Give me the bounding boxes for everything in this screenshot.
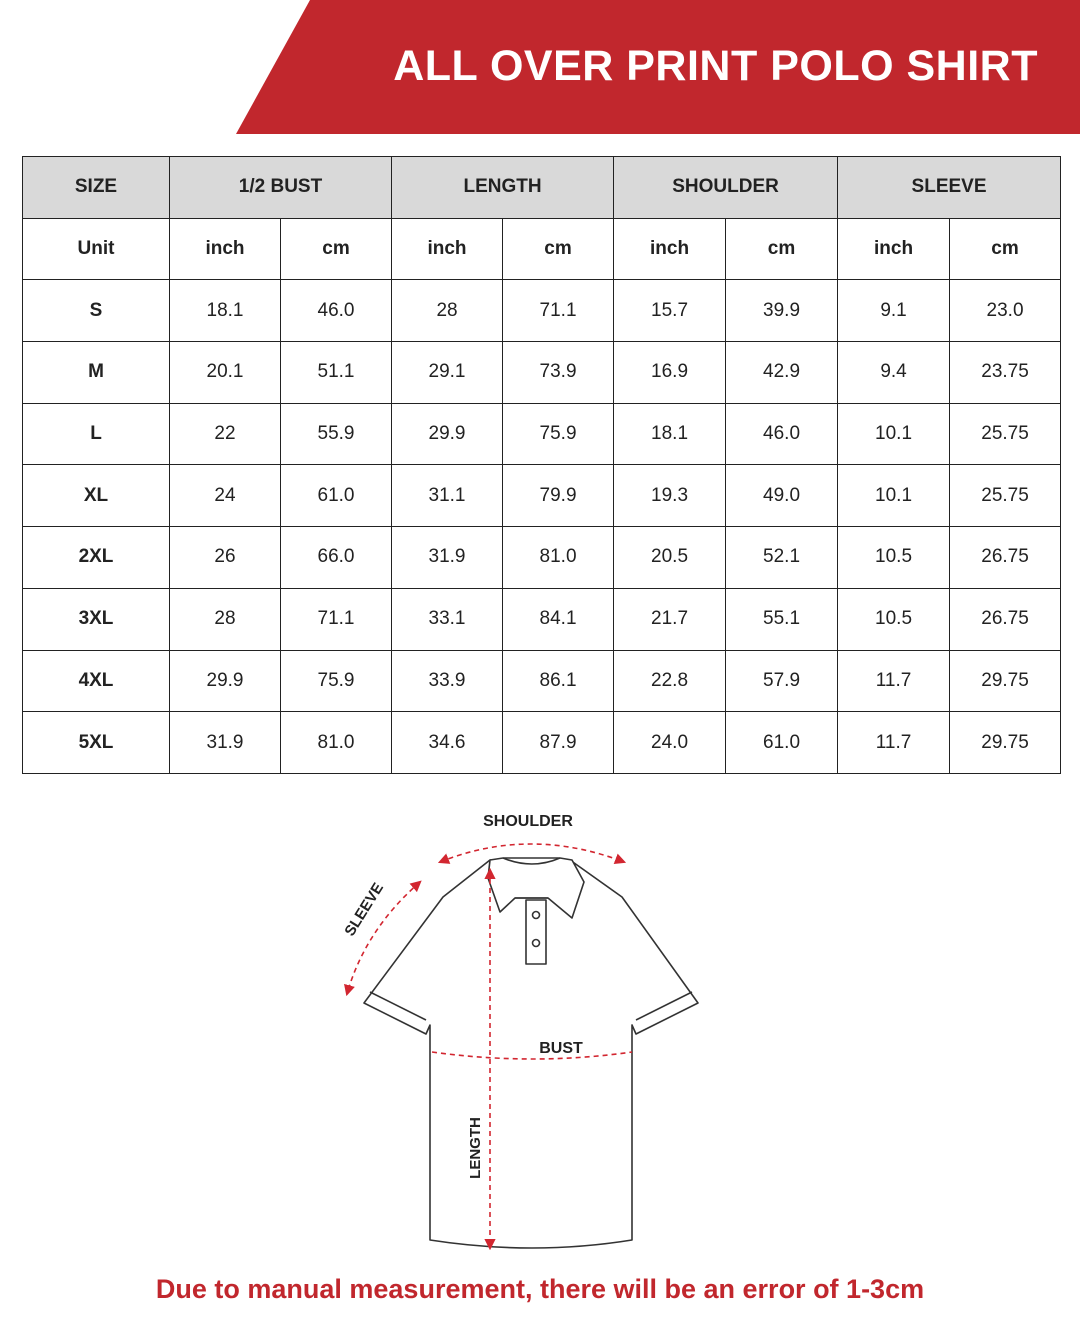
measurement-cell: 49.0 [726, 465, 838, 527]
size-chart-table [22, 156, 1061, 774]
measurement-cell: 9.1 [838, 280, 950, 342]
header-banner [0, 0, 1080, 134]
unit-cell: inch [838, 218, 950, 280]
unit-cell: cm [726, 218, 838, 280]
table-row [23, 465, 1061, 527]
measurement-cell: 18.1 [614, 403, 726, 465]
measurement-cell: 81.0 [503, 527, 614, 589]
measurement-cell: 66.0 [281, 527, 392, 589]
measurement-cell: 73.9 [503, 342, 614, 404]
measurement-cell: 57.9 [726, 650, 838, 712]
table-row [23, 650, 1061, 712]
measurement-cell: 61.0 [281, 465, 392, 527]
measurement-cell: 26.75 [950, 588, 1061, 650]
measurement-cell: 55.1 [726, 588, 838, 650]
measurement-disclaimer: Due to manual measurement, there will be an error of 1-3cm [155, 1274, 925, 1304]
measurement-cell: 61.0 [726, 712, 838, 774]
polo-shirt-diagram [0, 790, 1080, 1270]
table-row [23, 342, 1061, 404]
measurement-cell: 23.75 [950, 342, 1061, 404]
measurement-cell: 51.1 [281, 342, 392, 404]
size-label-cell: 2XL [23, 527, 170, 589]
measurement-cell: 84.1 [503, 588, 614, 650]
table-header-row [23, 157, 1061, 219]
measurement-cell: 86.1 [503, 650, 614, 712]
measurement-cell: 87.9 [503, 712, 614, 774]
measurement-cell: 25.75 [950, 403, 1061, 465]
unit-cell: inch [614, 218, 726, 280]
measurement-cell: 25.75 [950, 465, 1061, 527]
polo-shirt-outline [364, 858, 698, 1248]
size-label-cell: 5XL [23, 712, 170, 774]
measurement-cell: 29.75 [950, 712, 1061, 774]
measurement-cell: 71.1 [281, 588, 392, 650]
column-header-length: LENGTH [392, 157, 614, 219]
measurement-cell: 34.6 [392, 712, 503, 774]
measurement-cell: 15.7 [614, 280, 726, 342]
measurement-cell: 22 [170, 403, 281, 465]
measurement-cell: 26.75 [950, 527, 1061, 589]
size-label-cell: 3XL [23, 588, 170, 650]
measurement-cell: 10.5 [838, 527, 950, 589]
measurement-cell: 11.7 [838, 712, 950, 774]
table-unit-row [23, 218, 1061, 280]
measurement-cell: 29.9 [170, 650, 281, 712]
table-row [23, 712, 1061, 774]
measurement-cell: 11.7 [838, 650, 950, 712]
size-label-cell: XL [23, 465, 170, 527]
table-row [23, 280, 1061, 342]
size-label-cell: S [23, 280, 170, 342]
column-header-size: SIZE [23, 157, 170, 219]
unit-cell: cm [950, 218, 1061, 280]
measurement-cell: 33.1 [392, 588, 503, 650]
measurement-cell: 29.75 [950, 650, 1061, 712]
measurement-cell: 18.1 [170, 280, 281, 342]
unit-cell: cm [281, 218, 392, 280]
measurement-cell: 31.1 [392, 465, 503, 527]
bust-label: BUST [539, 1040, 583, 1057]
column-header-sleeve: SLEEVE [838, 157, 1061, 219]
sleeve-label: SLEEVE [341, 880, 388, 940]
measurement-cell: 75.9 [281, 650, 392, 712]
measurement-cell: 31.9 [392, 527, 503, 589]
table-row [23, 527, 1061, 589]
measurement-cell: 79.9 [503, 465, 614, 527]
measurement-cell: 10.5 [838, 588, 950, 650]
measurement-cell: 28 [170, 588, 281, 650]
measurement-cell: 21.7 [614, 588, 726, 650]
column-header-shoulder: SHOULDER [614, 157, 838, 219]
measurement-cell: 42.9 [726, 342, 838, 404]
measurement-cell: 29.9 [392, 403, 503, 465]
size-label-cell: L [23, 403, 170, 465]
measurement-cell: 33.9 [392, 650, 503, 712]
unit-cell: cm [503, 218, 614, 280]
measurement-cell: 52.1 [726, 527, 838, 589]
measurement-cell: 9.4 [838, 342, 950, 404]
measurement-cell: 10.1 [838, 403, 950, 465]
measurement-cell: 46.0 [726, 403, 838, 465]
unit-cell: inch [170, 218, 281, 280]
unit-cell: inch [392, 218, 503, 280]
shoulder-label: SHOULDER [483, 813, 573, 830]
measurement-cell: 71.1 [503, 280, 614, 342]
measurement-cell: 24.0 [614, 712, 726, 774]
measurement-cell: 16.9 [614, 342, 726, 404]
measurement-cell: 23.0 [950, 280, 1061, 342]
length-label: LENGTH [467, 1117, 484, 1179]
measurement-cell: 28 [392, 280, 503, 342]
measurement-cell: 46.0 [281, 280, 392, 342]
table-row [23, 588, 1061, 650]
measurement-cell: 31.9 [170, 712, 281, 774]
size-label-cell: M [23, 342, 170, 404]
measurement-cell: 20.5 [614, 527, 726, 589]
measurement-cell: 39.9 [726, 280, 838, 342]
measurement-cell: 19.3 [614, 465, 726, 527]
measurement-cell: 26 [170, 527, 281, 589]
unit-label: Unit [23, 218, 170, 280]
measurement-cell: 10.1 [838, 465, 950, 527]
measurement-cell: 24 [170, 465, 281, 527]
measurement-cell: 81.0 [281, 712, 392, 774]
measurement-cell: 29.1 [392, 342, 503, 404]
size-label-cell: 4XL [23, 650, 170, 712]
measurement-cell: 55.9 [281, 403, 392, 465]
measurement-cell: 22.8 [614, 650, 726, 712]
page-title: ALL OVER PRINT POLO SHIRT [393, 42, 1038, 90]
measurement-cell: 20.1 [170, 342, 281, 404]
table-row [23, 403, 1061, 465]
measurement-cell: 75.9 [503, 403, 614, 465]
column-header-bust: 1/2 BUST [170, 157, 392, 219]
